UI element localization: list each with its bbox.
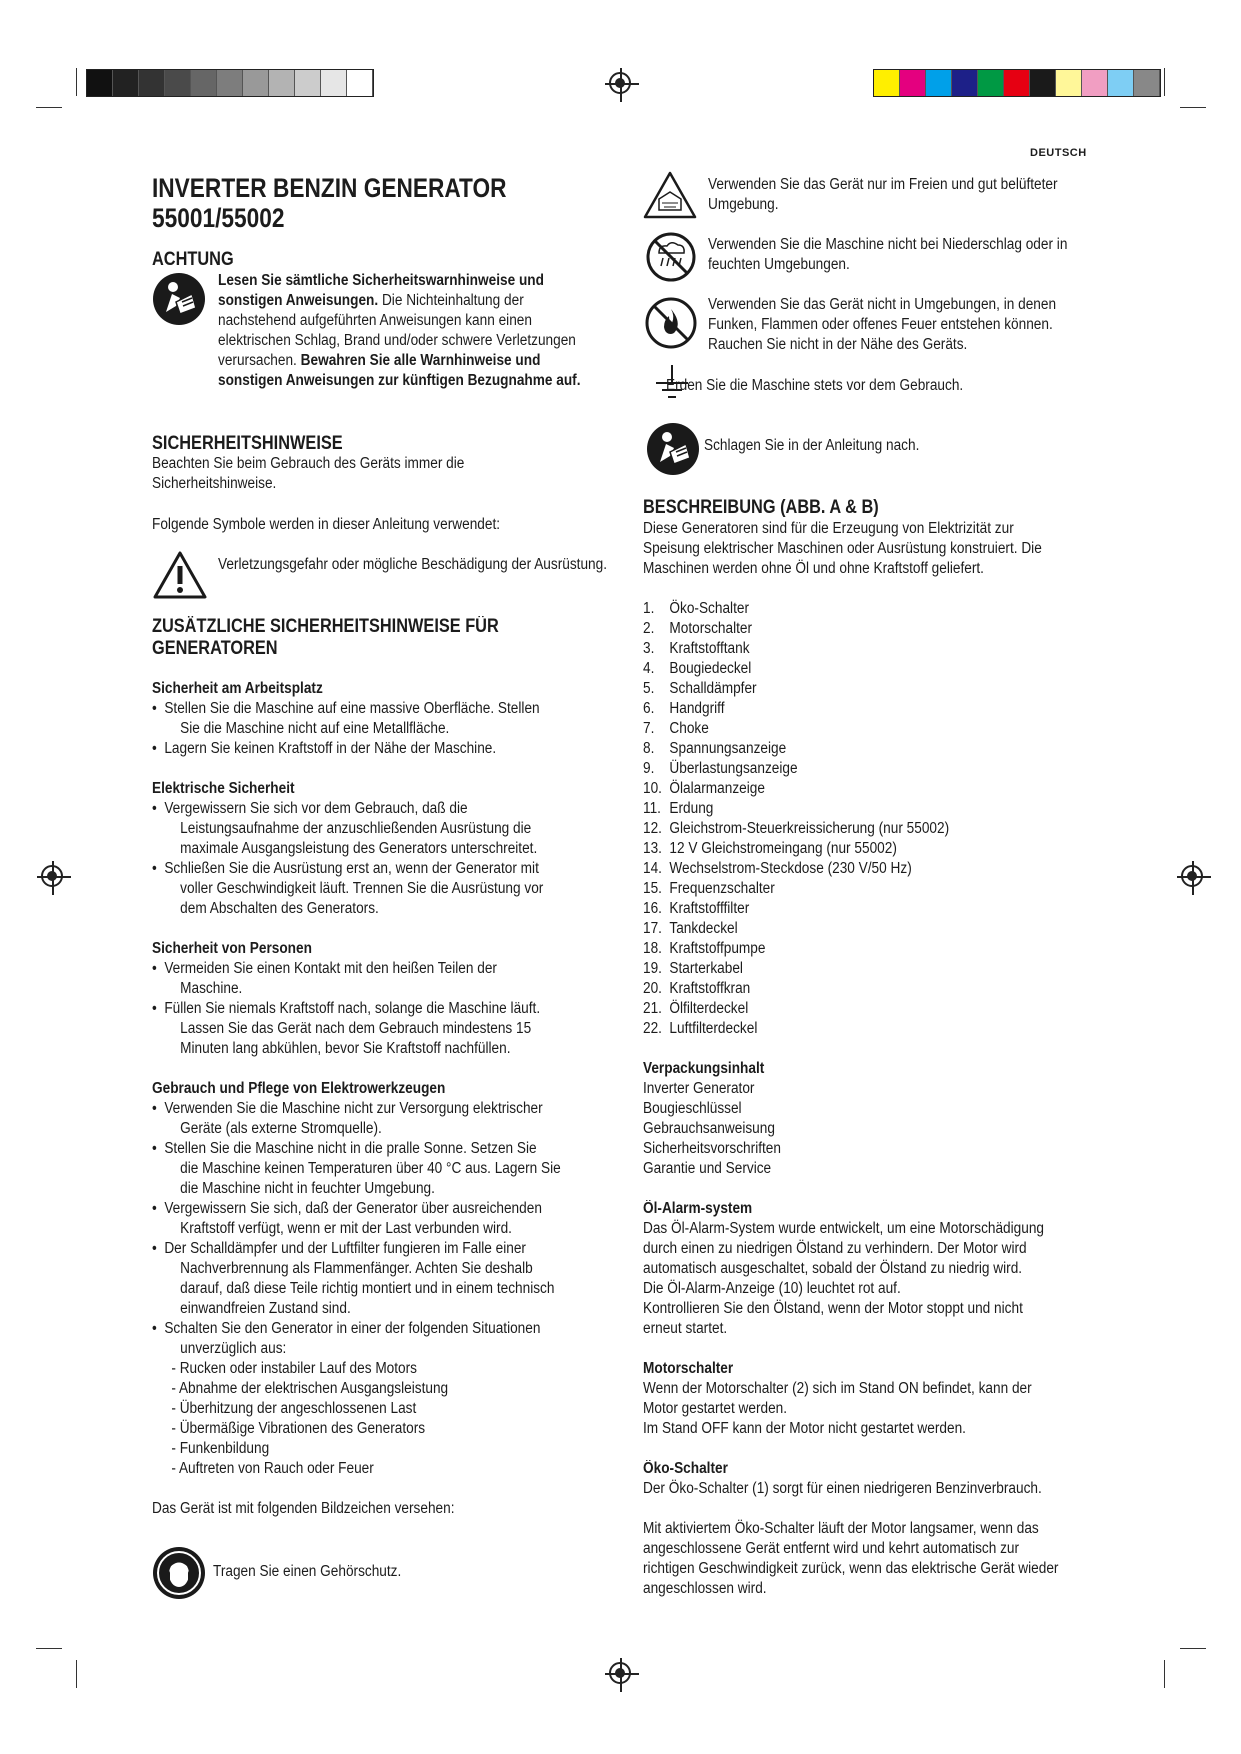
bullet-item [152, 1139, 566, 1199]
left-sections [152, 679, 622, 1519]
bullet-item [152, 699, 566, 739]
bullet-item [152, 1199, 566, 1239]
part-number: 1. [643, 600, 655, 617]
title-line-2: 55001/55002 [152, 203, 285, 233]
part-number: 14. [643, 860, 662, 877]
bullet-continuation: Maschine. [180, 980, 243, 997]
bullet-text: Der Schalldämpfer und der Luftfilter fungieren im Falle einer [164, 1240, 526, 1257]
part-number: 18. [643, 940, 662, 957]
bullet-continuation: einwandfreien Zustand sind. [180, 1300, 351, 1317]
parts-list-item [643, 819, 1065, 839]
parts-list-item [643, 679, 1065, 699]
parts-list-item [643, 639, 1065, 659]
verpackung-title: Verpackungsinhalt [643, 1060, 765, 1077]
symbol-text-no-rain: Verwenden Sie die Maschine nicht bei Niederschlag oder in feuchten Umgebungen. [708, 236, 1068, 273]
bullet-item [152, 859, 566, 919]
gebrauch-list [152, 1099, 566, 1359]
color-swatch [1030, 70, 1056, 96]
bullet-item [152, 1239, 566, 1319]
grey-swatch [217, 70, 243, 96]
part-label: Tankdeckel [669, 920, 738, 937]
achtung-bold-1: Lesen Sie sämtliche Sicherheitswarnhinweise und sonstigen Anweisungen. [218, 272, 544, 309]
parts-list-item [643, 779, 1065, 799]
symbols-intro: Folgende Symbole werden in dieser Anleitung verwendet: [152, 516, 501, 533]
text-line: Bougieschlüssel [643, 1100, 742, 1117]
part-label: Motorschalter [669, 620, 753, 637]
parts-list-item [643, 999, 1065, 1019]
zusaetzliche-heading-line-1: ZUSÄTZLICHE SICHERHEITSHINWEISE FÜR [152, 616, 499, 637]
arbeitsplatz-list [152, 699, 566, 759]
parts-list-item [643, 919, 1065, 939]
parts-list-item [643, 859, 1065, 879]
bullet-text: Vergewissern Sie sich vor dem Gebrauch, daß die [164, 800, 468, 817]
part-label: Kraftstofftank [669, 640, 750, 657]
color-swatch [978, 70, 1004, 96]
registration-mark-icon [609, 1662, 631, 1684]
parts-list-item [643, 719, 1065, 739]
part-number: 13. [643, 840, 662, 857]
part-label: Wechselstrom-Steckdose (230 V/50 Hz) [669, 860, 912, 877]
grey-swatch [191, 70, 217, 96]
oel-alarm-text [643, 1219, 1065, 1339]
bullet-continuation: unverzüglich aus: [180, 1340, 287, 1357]
text-line: Im Stand OFF kann der Motor nicht gestartet werden. [643, 1420, 966, 1437]
symbol-text-ground: Erden Sie die Maschine stets vor dem Gebrauch. [666, 377, 964, 394]
grey-swatch [87, 70, 113, 96]
color-swatch [952, 70, 978, 96]
part-label: Bougiedeckel [669, 660, 752, 677]
sicherheitshinweise-text: Beachten Sie beim Gebrauch des Geräts immer die Sicherheitshinweise. [152, 455, 465, 492]
part-label: Luftfilterdeckel [669, 1020, 758, 1037]
part-number: 9. [643, 760, 655, 777]
part-label: Schalldämpfer [669, 680, 757, 697]
gebrauch-title: Gebrauch und Pflege von Elektrowerkzeugen [152, 1080, 446, 1097]
part-number: 20. [643, 980, 662, 997]
shutdown-conditions-list [152, 1359, 566, 1479]
achtung-bold-2: Bewahren Sie alle Warnhinweise und sonstigen Anweisungen zur künftigen Bezugnahme auf. [218, 352, 581, 389]
bullet-item [152, 799, 566, 859]
grey-swatch [321, 70, 347, 96]
bullet-text: Füllen Sie niemals Kraftstoff nach, solange die Maschine läuft. [164, 1000, 541, 1017]
arbeitsplatz-title: Sicherheit am Arbeitsplatz [152, 680, 323, 697]
motorschalter-title: Motorschalter [643, 1360, 734, 1377]
text-line: Garantie und Service [643, 1160, 772, 1177]
parts-list-item [643, 799, 1065, 819]
read-manual-icon [152, 272, 206, 326]
parts-list-item [643, 699, 1065, 719]
color-swatch [1108, 70, 1134, 96]
bullet-continuation: die Maschine keinen Temperaturen über 40 °C aus. Lagern Sie [180, 1160, 561, 1177]
oeko-title: Öko-Schalter [643, 1460, 728, 1477]
parts-list-item [643, 599, 1065, 619]
part-label: Öko-Schalter [669, 600, 749, 617]
part-number: 4. [643, 660, 655, 677]
color-swatch [874, 70, 900, 96]
text-line: durch einen zu niedrigen Ölstand zu verhindern. Der Motor wird [643, 1240, 1027, 1257]
text-line: Sicherheitsvorschriften [643, 1140, 781, 1157]
part-number: 11. [643, 800, 661, 817]
parts-list-item [643, 879, 1065, 899]
color-swatch [900, 70, 926, 96]
registration-mark-icon [41, 865, 63, 887]
color-swatch [1082, 70, 1108, 96]
grey-swatch [113, 70, 139, 96]
registration-mark-icon [609, 72, 631, 94]
part-number: 2. [643, 620, 655, 637]
parts-list-item [643, 739, 1065, 759]
bullet-continuation: Nachverbrennung als Flammenfänger. Achten Sie deshalb [180, 1260, 533, 1277]
grey-calibration-strip [86, 69, 374, 97]
part-label: Überlastungsanzeige [669, 760, 798, 777]
text-line: erneut startet. [643, 1320, 728, 1337]
symbol-text-outdoor: Verwenden Sie das Gerät nur im Freien und gut belüfteter Umgebung. [708, 176, 1058, 213]
oeko-text-1: Der Öko-Schalter (1) sorgt für einen niedrigeren Benzinverbrauch. [643, 1480, 1042, 1497]
text-line: Die Öl-Alarm-Anzeige (10) leuchtet rot auf. [643, 1280, 901, 1297]
part-label: Ölalarmanzeige [669, 780, 765, 797]
bullet-item [152, 959, 566, 999]
bullet-continuation: Lassen Sie das Gerät nach dem Gebrauch mindestens 15 [180, 1020, 532, 1037]
bullet-text: Schalten Sie den Generator in einer der folgenden Situationen [164, 1320, 541, 1337]
bullet-continuation: Sie die Maschine nicht auf eine Metallfläche. [180, 720, 450, 737]
part-label: Choke [669, 720, 709, 737]
achtung-text [218, 271, 603, 391]
text-line: Kontrollieren Sie den Ölstand, wenn der Motor stoppt und nicht [643, 1300, 1023, 1317]
part-number: 7. [643, 720, 655, 737]
personen-list [152, 959, 566, 1059]
achtung-heading: ACHTUNG [152, 249, 234, 270]
bullet-continuation: dem Abschalten des Generators. [180, 900, 379, 917]
crop-mark [1180, 107, 1206, 108]
text-line: Gebrauchsanweisung [643, 1120, 775, 1137]
bullet-continuation: Minuten lang abkühlen, bevor Sie Kraftstoff nachfüllen. [180, 1040, 511, 1057]
color-swatch [1004, 70, 1030, 96]
grey-swatch [347, 70, 373, 96]
elektrisch-list [152, 799, 566, 919]
part-number: 10. [643, 780, 662, 797]
parts-list-item [643, 659, 1065, 679]
achtung-body: Die Nichteinhaltung der nachstehend aufgeführten Anweisungen kann einen elektrischen Schlag, Brand und/oder schwere Verletzungen verursachen. [218, 292, 576, 369]
parts-list-item [643, 759, 1065, 779]
verpackung-list [643, 1079, 1065, 1179]
part-label: Kraftstoffkran [669, 980, 751, 997]
color-swatch [926, 70, 952, 96]
grey-swatch [269, 70, 295, 96]
crop-mark [1180, 1648, 1206, 1649]
color-calibration-strip [873, 69, 1161, 97]
bullet-text: Lagern Sie keinen Kraftstoff in der Nähe der Maschine. [164, 740, 497, 757]
parts-list-item [643, 619, 1065, 639]
bullet-continuation: die Maschine nicht in feuchter Umgebung. [180, 1180, 435, 1197]
part-label: Gleichstrom-Steuerkreissicherung (nur 55002) [669, 820, 950, 837]
part-label: Frequenzschalter [669, 880, 775, 897]
warning-symbol-text: Verletzungsgefahr oder mögliche Beschädigung der Ausrüstung. [218, 556, 608, 573]
text-line: automatisch ausgeschaltet, sobald der Ölstand zu niedrig wird. [643, 1260, 1023, 1277]
bullet-item [152, 1319, 566, 1359]
part-label: Kraftstoffpumpe [669, 940, 766, 957]
bullet-text: Vermeiden Sie einen Kontakt mit den heißen Teilen der [164, 960, 497, 977]
parts-list-item [643, 979, 1065, 999]
oeko-text-2 [643, 1519, 1065, 1599]
zusaetzliche-heading-line-2: GENERATOREN [152, 638, 278, 659]
crop-mark [76, 68, 77, 96]
grey-swatch [243, 70, 269, 96]
elektrisch-title: Elektrische Sicherheit [152, 780, 295, 797]
bullet-continuation: Leistungsaufnahme der anzuschließenden Ausrüstung die [180, 820, 532, 837]
warning-triangle-icon [152, 550, 208, 600]
text-line: Mit aktiviertem Öko-Schalter läuft der Motor langsamer, wenn das [643, 1520, 1039, 1537]
crop-mark [36, 1648, 62, 1649]
bullet-continuation: darauf, daß diese Teile richtig montiert und in einem technisch [180, 1280, 555, 1297]
bullet-item [152, 999, 566, 1059]
part-label: Ölfilterdeckel [669, 1000, 749, 1017]
crop-mark [36, 107, 62, 108]
bullet-item [152, 739, 566, 759]
part-number: 6. [643, 700, 655, 717]
dash-item: - Übermäßige Vibrationen des Generators [171, 1420, 426, 1437]
crop-mark [1164, 68, 1165, 96]
text-line: Das Öl-Alarm-System wurde entwickelt, um eine Motorschädigung [643, 1220, 1045, 1237]
parts-list-item [643, 899, 1065, 919]
grey-swatch [139, 70, 165, 96]
part-number: 5. [643, 680, 655, 697]
part-number: 12. [643, 820, 662, 837]
part-label: Erdung [669, 800, 714, 817]
part-label: Kraftstofffilter [669, 900, 750, 917]
dash-item: - Auftreten von Rauch oder Feuer [171, 1460, 374, 1477]
parts-list-item [643, 1019, 1065, 1039]
bullet-continuation: Kraftstoff verfügt, wenn er mit der Last verbunden wird. [180, 1220, 512, 1237]
zusaetzliche-heading [152, 616, 499, 660]
dash-item: - Überhitzung der angeschlossenen Last [171, 1400, 417, 1417]
page-title [152, 173, 538, 233]
bullet-text: Vergewissern Sie sich, daß der Generator über ausreichenden [164, 1200, 542, 1217]
text-line: Inverter Generator [643, 1080, 755, 1097]
oel-alarm-title: Öl-Alarm-system [643, 1200, 753, 1217]
bullet-continuation: voller Geschwindigkeit läuft. Trennen Sie die Ausrüstung vor [180, 880, 544, 897]
read-manual-icon [646, 422, 700, 476]
sicherheitshinweise-heading: SICHERHEITSHINWEISE [152, 433, 343, 454]
part-number: 16. [643, 900, 662, 917]
part-number: 8. [643, 740, 655, 757]
no-fire-icon [644, 296, 698, 350]
part-number: 17. [643, 920, 662, 937]
gehoerschutz-text: Tragen Sie einen Gehörschutz. [213, 1563, 402, 1580]
language-tag: DEUTSCH [1030, 147, 1087, 159]
motorschalter-text [643, 1379, 1065, 1439]
color-swatch [1134, 70, 1160, 96]
right-sections [643, 1059, 1123, 1599]
text-line: richtigen Geschwindigkeit zurück, wenn das elektrische Gerät wieder [643, 1560, 1059, 1577]
text-line: angeschlossen wird. [643, 1580, 767, 1597]
part-label: 12 V Gleichstromeingang (nur 55002) [669, 840, 897, 857]
symbol-text-manual: Schlagen Sie in der Anleitung nach. [704, 437, 920, 454]
part-number: 22. [643, 1020, 662, 1037]
text-line: Wenn der Motorschalter (2) sich im Stand ON befindet, kann der [643, 1380, 1032, 1397]
dash-item: - Rucken oder instabiler Lauf des Motors [171, 1360, 418, 1377]
no-rain-icon [645, 231, 697, 283]
part-number: 19. [643, 960, 662, 977]
parts-list-item [643, 959, 1065, 979]
dash-item: - Abnahme der elektrischen Ausgangsleistung [171, 1380, 449, 1397]
crop-mark [1164, 1660, 1165, 1688]
part-number: 15. [643, 880, 662, 897]
part-label: Handgriff [669, 700, 725, 717]
bullet-text: Schließen Sie die Ausrüstung erst an, wenn der Generator mit [164, 860, 539, 877]
bullet-item [152, 1099, 566, 1139]
personen-title: Sicherheit von Personen [152, 940, 312, 957]
color-swatch [1056, 70, 1082, 96]
outdoor-ventilation-icon [642, 170, 698, 220]
bullet-continuation: maximale Ausgangsleistung des Generators unterschreitet. [180, 840, 538, 857]
text-line: Motor gestartet werden. [643, 1400, 788, 1417]
part-number: 21. [643, 1000, 662, 1017]
parts-list [643, 599, 1065, 1039]
beschreibung-text: Diese Generatoren sind für die Erzeugung von Elektrizität zur Speisung elektrischer Maschinen oder Ausrüstung konstruiert. Die Maschinen werden ohne Öl und ohne Kraftstoff geliefert. [643, 520, 1042, 577]
crop-mark [76, 1660, 77, 1688]
parts-list-item [643, 839, 1065, 859]
bullet-text: Stellen Sie die Maschine nicht in die pralle Sonne. Setzen Sie [164, 1140, 537, 1157]
bildzeichen-intro: Das Gerät ist mit folgenden Bildzeichen versehen: [152, 1500, 455, 1517]
grey-swatch [165, 70, 191, 96]
title-line-1: INVERTER BENZIN GENERATOR [152, 173, 507, 203]
bullet-continuation: Geräte (als externe Stromquelle). [180, 1120, 382, 1137]
registration-mark-icon [1181, 865, 1203, 887]
beschreibung-heading: BESCHREIBUNG (ABB. A & B) [643, 497, 879, 518]
part-number: 3. [643, 640, 655, 657]
part-label: Spannungsanzeige [669, 740, 787, 757]
symbol-text-no-fire: Verwenden Sie das Gerät nicht in Umgebungen, in denen Funken, Flammen oder offenes Feuer entstehen können. Rauchen Sie nicht in der Nähe des Geräts. [708, 296, 1057, 353]
ear-protection-icon [152, 1546, 206, 1600]
part-label: Starterkabel [669, 960, 743, 977]
text-line: angeschlossene Gerät entfernt wird und kehrt automatisch zur [643, 1540, 1020, 1557]
dash-item: - Funkenbildung [171, 1440, 270, 1457]
grey-swatch [295, 70, 321, 96]
parts-list-item [643, 939, 1065, 959]
bullet-text: Verwenden Sie die Maschine nicht zur Versorgung elektrischer [164, 1100, 543, 1117]
bullet-text: Stellen Sie die Maschine auf eine massive Oberfläche. Stellen [164, 700, 540, 717]
